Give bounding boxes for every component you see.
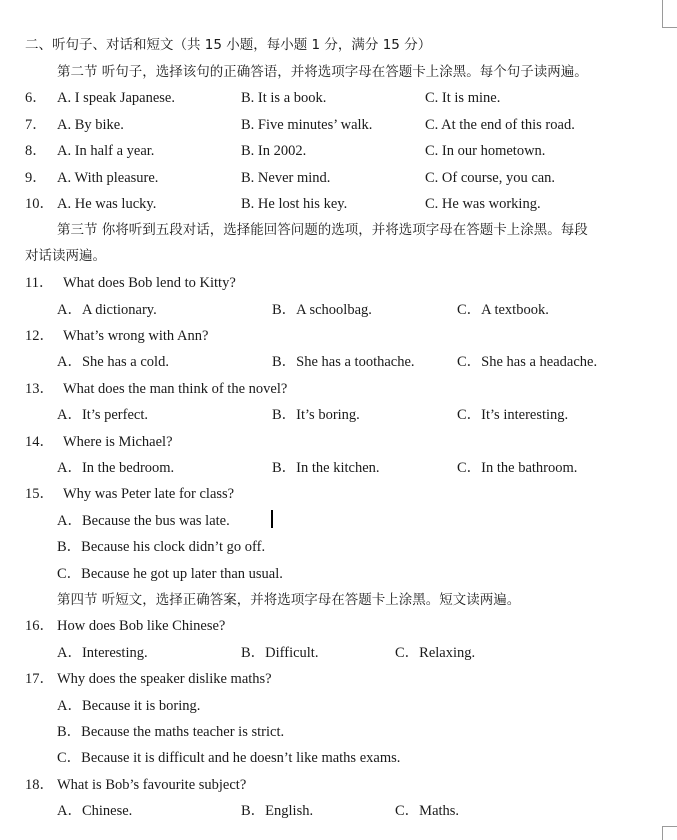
q16-question: How does Bob like Chinese?	[57, 618, 226, 634]
q10-option-a: A. He was lucky.	[57, 196, 157, 212]
part3-instruction: 第三节 你将听到五段对话，选择能回答问题的选项，并将选项字母在答题卡上涂黑。每段	[57, 222, 588, 238]
q7-number: 7．	[25, 117, 47, 133]
q8-number: 8．	[25, 143, 47, 159]
q16-option-a: A．Interesting.	[57, 645, 148, 661]
q18-question: What is Bob’s favourite subject?	[57, 777, 247, 793]
q16-option-c: C．Relaxing.	[395, 645, 476, 661]
q13-number: 13．	[25, 381, 54, 397]
q16-option-b: B．Difficult.	[241, 645, 319, 661]
q6-option-c: C. It is mine.	[425, 90, 501, 106]
q7-option-b: B. Five minutes’ walk.	[241, 117, 373, 133]
q18-option-b: B．English.	[241, 803, 314, 819]
q14-option-a: A．In the bedroom.	[57, 460, 175, 476]
q8-option-c: C. In our hometown.	[425, 143, 546, 159]
q12-option-b: B．She has a toothache.	[272, 354, 415, 370]
q10-option-b: B. He lost his key.	[241, 196, 348, 212]
q12-number: 12．	[25, 328, 54, 344]
q17-option-c: C．Because it is difficult and he doesn’t like maths exams.	[57, 750, 401, 766]
q6-option-a: A. I speak Japanese.	[57, 90, 175, 106]
q14-option-c: C．In the bathroom.	[457, 460, 578, 476]
q12-option-c: C．She has a headache.	[457, 354, 598, 370]
q15-option-c: C．Because he got up later than usual.	[57, 566, 283, 582]
q14-option-b: B．In the kitchen.	[272, 460, 380, 476]
q13-question: What does the man think of the novel?	[63, 381, 288, 397]
q11-question: What does Bob lend to Kitty?	[63, 275, 236, 291]
q18-option-a: A．Chinese.	[57, 803, 133, 819]
q17-option-a: A．Because it is boring.	[57, 698, 201, 714]
q16-number: 16．	[25, 618, 54, 634]
part3-instruction-cont: 对话读两遍。	[25, 248, 106, 264]
q11-option-c: C．A textbook.	[457, 302, 549, 318]
q8-option-a: A. In half a year.	[57, 143, 155, 159]
q11-option-a: A．A dictionary.	[57, 302, 157, 318]
q13-option-a: A．It’s perfect.	[57, 407, 148, 423]
q13-option-c: C．It’s interesting.	[457, 407, 569, 423]
q9-option-a: A. With pleasure.	[57, 170, 159, 186]
q6-number: 6．	[25, 90, 47, 106]
q13-option-b: B．It’s boring.	[272, 407, 360, 423]
q9-option-b: B. Never mind.	[241, 170, 331, 186]
q8-option-b: B. In 2002.	[241, 143, 307, 159]
text-cursor	[271, 510, 273, 528]
q18-option-c: C．Maths.	[395, 803, 460, 819]
part2-instruction: 第二节 听句子，选择该句的正确答语，并将选项字母在答题卡上涂黑。每个句子读两遍。	[57, 64, 588, 80]
q10-option-c: C. He was working.	[425, 196, 541, 212]
q9-option-c: C. Of course, you can.	[425, 170, 556, 186]
q17-number: 17．	[25, 671, 54, 687]
q14-question: Where is Michael?	[63, 434, 173, 450]
section-title: 二、听句子、对话和短文（共 15 小题，每小题 1 分，满分 15 分）	[25, 37, 432, 53]
q14-number: 14．	[25, 434, 54, 450]
part4-instruction: 第四节 听短文，选择正确答案，并将选项字母在答题卡上涂黑。短文读两遍。	[57, 592, 521, 608]
q7-option-c: C. At the end of this road.	[425, 117, 575, 133]
q15-number: 15．	[25, 486, 54, 502]
q10-number: 10．	[25, 196, 54, 212]
q6-option-b: B. It is a book.	[241, 90, 327, 106]
q11-option-b: B．A schoolbag.	[272, 302, 372, 318]
q15-option-b: B．Because his clock didn’t go off.	[57, 539, 266, 555]
q7-option-a: A. By bike.	[57, 117, 124, 133]
q18-number: 18．	[25, 777, 54, 793]
q12-question: What’s wrong with Ann?	[63, 328, 209, 344]
q11-number: 11．	[25, 275, 54, 291]
q9-number: 9．	[25, 170, 47, 186]
q15-question: Why was Peter late for class?	[63, 486, 235, 502]
q15-option-a: A．Because the bus was late.	[57, 513, 230, 529]
q17-question: Why does the speaker dislike maths?	[57, 671, 272, 687]
q12-option-a: A．She has a cold.	[57, 354, 169, 370]
q17-option-b: B．Because the maths teacher is strict.	[57, 724, 285, 740]
